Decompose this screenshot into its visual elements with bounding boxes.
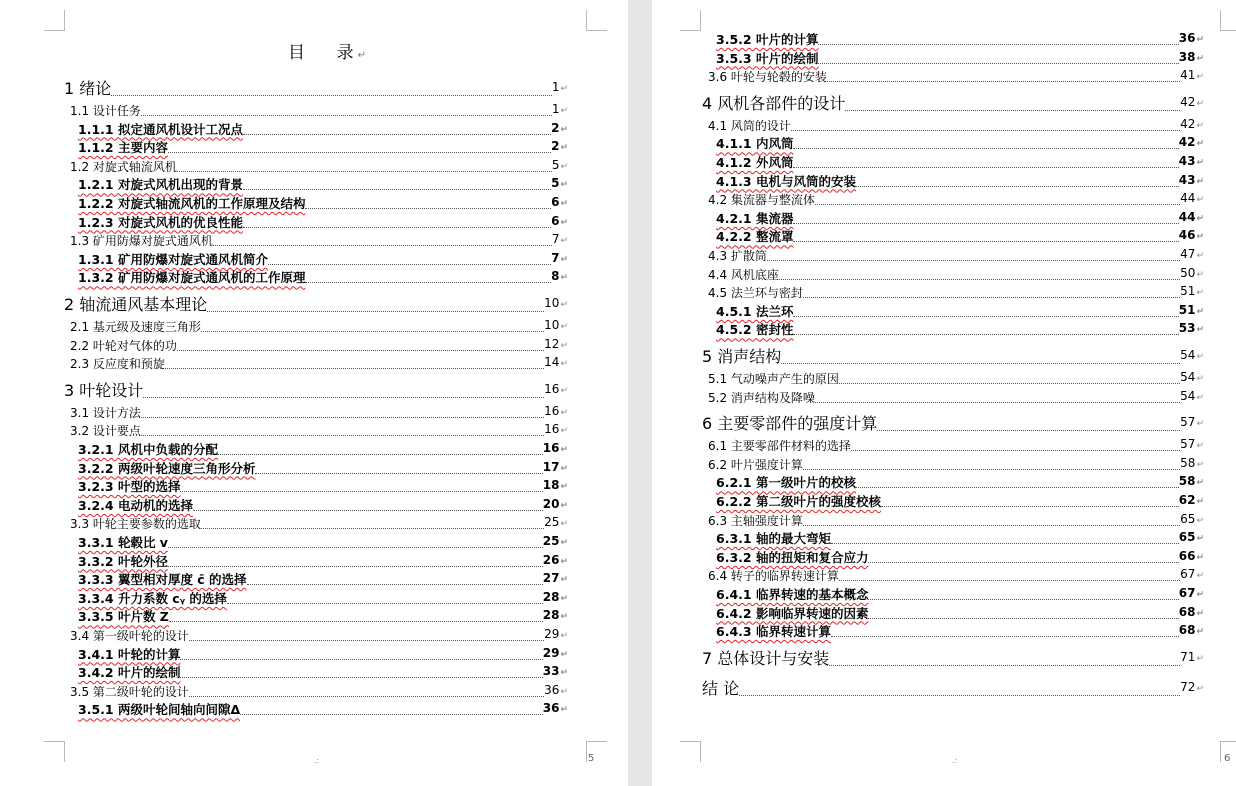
toc-entry[interactable] (708, 370, 1204, 388)
toc-entry-label: 1.1 设计任务 (70, 104, 141, 118)
toc-entry-label: 1.2 对旋式轴流风机 (70, 159, 177, 174)
toc-entry-label: 6.4.2 影响临界转速的因素 (716, 605, 869, 621)
toc-entry[interactable] (708, 247, 1204, 265)
toc-entry-page: 16 ↵ (544, 402, 568, 422)
toc-entry-label: 3.5 第二级叶轮的设计 (70, 684, 189, 699)
toc-entry-page: 36 ↵ (543, 699, 568, 719)
toc-entry-page: 20 ↵ (543, 495, 568, 515)
toc-entry[interactable] (716, 623, 1204, 641)
toc-entry-page: 2 ↵ (551, 119, 568, 139)
toc-leader-dots (829, 664, 1180, 666)
toc-entry[interactable] (708, 191, 1204, 209)
toc-entry-label: 1.2.1 对旋式风机出现的背景 (78, 177, 243, 193)
toc-entry[interactable] (64, 294, 568, 316)
toc-entry-page: 54 ↵ (1180, 387, 1204, 407)
toc-entry-page: 7 ↵ (552, 230, 568, 250)
toc-entry[interactable] (70, 158, 568, 176)
toc-entry-page: 46 ↵ (1179, 226, 1204, 246)
toc-entry-label: 3 叶轮设计 (64, 380, 144, 400)
toc-entry-label: 1.3 矿用防爆对旋式通风机 (70, 234, 213, 249)
toc-entry[interactable] (70, 232, 568, 250)
toc-entry-label: 5 消声结构 (702, 347, 782, 366)
toc-entry-page: 12 ↵ (544, 335, 568, 355)
toc-entry-label: 3.3.4 升力系数 cᵧ 的选择 (78, 590, 227, 606)
toc-entry[interactable] (716, 530, 1204, 548)
toc-entry-label: 6.1 主要零部件材料的选择 (708, 439, 851, 454)
toc-entry-label: 6 主要零部件的强度计算 (702, 414, 878, 434)
toc-entry[interactable] (716, 31, 1204, 49)
toc-leader-dots (193, 509, 543, 511)
toc-entry-label: 4.5.2 密封性 (716, 322, 794, 338)
toc-entry[interactable] (702, 648, 1204, 670)
toc-leader-dots (201, 527, 544, 529)
toc-entry-page: 38 ↵ (1179, 48, 1204, 68)
toc-entry-label: 3.3.2 叶轮外径 (78, 553, 168, 569)
toc-leader-dots (803, 468, 1180, 470)
toc-leader-dots (227, 602, 543, 604)
toc-leader-dots (827, 80, 1180, 82)
toc-entry-page: 6 ↵ (551, 212, 568, 232)
toc-leader-dots (856, 185, 1179, 187)
toc-title: 目 录 ↵ (288, 43, 367, 63)
toc-entry-page: 42 ↵ (1180, 91, 1204, 115)
toc-leader-dots (845, 109, 1180, 111)
toc-entry-label: 4.2.1 集流器 (716, 210, 794, 226)
toc-entry-label: 4 风机各部件的设计 (702, 93, 846, 113)
toc-entry-label: 2.3 反应度和预旋 (70, 357, 165, 372)
toc-leader-dots (815, 401, 1180, 403)
toc-entry-page: 65 ↵ (1179, 528, 1204, 548)
toc-leader-dots (791, 129, 1180, 131)
toc-entry[interactable] (70, 627, 568, 645)
toc-entry-label: 4.5.1 法兰环 (716, 303, 794, 319)
toc-leader-dots (815, 203, 1180, 205)
toc-entry-page: 36 ↵ (1179, 29, 1204, 49)
toc-entry[interactable] (78, 571, 568, 589)
toc-entry[interactable] (716, 173, 1204, 191)
toc-entry-label: 3.2.1 风机中负载的分配 (78, 442, 218, 457)
toc-entry-page: 16 ↵ (544, 420, 568, 440)
toc-entry-page: 27 ↵ (543, 569, 568, 589)
toc-entry-label: 4.3 扩散筒 (708, 249, 767, 263)
toc-leader-dots (141, 434, 544, 436)
toc-entry[interactable] (78, 701, 568, 719)
toc-leader-dots (189, 695, 544, 697)
toc-entry[interactable] (78, 214, 568, 232)
toc-entry-label: 6.3 主轴强度计算 (708, 513, 803, 528)
toc-entry[interactable] (708, 567, 1204, 585)
toc-entry-page: 58 ↵ (1180, 454, 1204, 474)
toc-entry-label: 1.3.1 矿用防爆对旋式通风机简介 (78, 251, 268, 267)
toc-entry-page: 44 ↵ (1180, 189, 1204, 209)
toc-entry[interactable] (78, 139, 568, 157)
toc-entry-page: 57 ↵ (1180, 411, 1204, 435)
toc-entry-label: 3.2.2 两级叶轮速度三角形分析 (78, 460, 256, 476)
toc-entry-label: 6.4 转子的临界转速计算 (708, 569, 839, 584)
toc-leader-dots (803, 296, 1180, 298)
toc-entry-label: 3.2.4 电动机的选择 (78, 497, 193, 513)
toc-entry-label: 1.2.3 对旋式风机的优良性能 (78, 214, 243, 230)
toc-entry-page: 18 ↵ (543, 476, 568, 496)
toc-leader-dots (839, 579, 1180, 581)
toc-entry-page: 51 ↵ (1180, 282, 1204, 302)
toc-entry[interactable] (702, 93, 1204, 115)
toc-entry-label: 1.2.2 对旋式轴流风机的工作原理及结构 (78, 196, 306, 211)
toc-entry[interactable] (78, 497, 568, 515)
toc-entry[interactable] (708, 437, 1204, 455)
toc-leader-dots (177, 349, 544, 351)
page-number: 6 (1224, 753, 1231, 764)
toc-entry[interactable] (708, 117, 1204, 135)
toc-entry-page: 68 ↵ (1179, 621, 1204, 641)
toc-entry[interactable] (716, 321, 1204, 339)
toc-entry-page: 68 ↵ (1179, 603, 1204, 623)
toc-entry[interactable] (716, 50, 1204, 68)
toc-entry-label: 4.2.2 整流罩 (716, 229, 794, 245)
toc-entry-label: 3.6 叶轮与轮毂的安装 (708, 70, 827, 85)
toc-leader-dots (169, 620, 543, 622)
toc-entry[interactable] (716, 303, 1204, 321)
toc-entry-label: 2 轴流通风基本理论 (64, 295, 208, 314)
toc-entry-label: 6.2.1 第一级叶片的校核 (716, 475, 856, 491)
toc-leader-dots (868, 617, 1178, 619)
toc-leader-dots (793, 147, 1178, 149)
toc-entry[interactable] (702, 678, 1204, 700)
toc-leader-dots (255, 472, 542, 474)
document-page-right (652, 0, 1236, 786)
toc-entry-label: 3.2 设计要点 (70, 424, 141, 439)
toc-entry[interactable] (78, 441, 568, 459)
toc-leader-dots (856, 486, 1179, 488)
toc-leader-dots (180, 490, 542, 492)
toc-entry-page: 17 ↵ (543, 458, 568, 478)
toc-entry-label: 4.1.1 内风筒 (716, 136, 794, 152)
toc-leader-dots (180, 658, 542, 660)
toc-entry-label: 3.5.3 叶片的绘制 (716, 50, 819, 66)
toc-entry-page: 14 ↵ (544, 353, 568, 373)
toc-entry[interactable] (716, 210, 1204, 228)
toc-entry[interactable] (708, 456, 1204, 474)
toc-entry-label: 5.2 消声结构及降噪 (708, 390, 815, 405)
toc-leader-dots (268, 263, 551, 265)
toc-leader-dots (839, 382, 1180, 384)
toc-entry-page: 58 ↵ (1179, 472, 1204, 492)
toc-entry-label: 2.2 叶轮对气体的功 (70, 338, 177, 353)
footer-mark: .: (314, 756, 320, 765)
toc-leader-dots (218, 453, 543, 455)
toc-entry[interactable] (78, 460, 568, 478)
toc-entry[interactable] (716, 549, 1204, 567)
toc-entry[interactable] (78, 478, 568, 496)
toc-leader-dots (168, 151, 551, 153)
toc-leader-dots (779, 278, 1180, 280)
toc-leader-dots (767, 259, 1180, 261)
toc-leader-dots (111, 94, 552, 96)
toc-entry-page: 16 ↵ (543, 439, 568, 459)
toc-entry-page: 62 ↵ (1179, 491, 1204, 511)
crop-mark-bottom-left (680, 741, 701, 762)
crop-mark-top-left (680, 10, 701, 31)
toc-leader-dots (818, 62, 1178, 64)
toc-entry-page: 43 ↵ (1179, 152, 1204, 172)
toc-entry-page: 41 ↵ (1180, 66, 1204, 86)
toc-entry-page: 33 ↵ (543, 662, 568, 682)
toc-entry-page: 7 ↵ (551, 249, 568, 269)
toc-entry-page: 36 ↵ (544, 681, 568, 701)
toc-entry-page: 42 ↵ (1179, 133, 1204, 153)
toc-entry-page: 54 ↵ (1180, 368, 1204, 388)
crop-mark-bottom-left (44, 741, 65, 762)
toc-entry-page: 67 ↵ (1179, 584, 1204, 604)
toc-leader-dots (240, 713, 543, 715)
toc-entry-page: 16 ↵ (544, 378, 568, 402)
toc-leader-dots (243, 226, 551, 228)
toc-entry[interactable] (78, 646, 568, 664)
toc-entry[interactable] (70, 422, 568, 440)
toc-leader-dots (877, 429, 1180, 431)
toc-entry-page: 29 ↵ (544, 625, 568, 645)
toc-entry[interactable] (716, 135, 1204, 153)
toc-entry[interactable] (716, 154, 1204, 172)
toc-leader-dots (793, 222, 1178, 224)
toc-entry[interactable] (70, 515, 568, 533)
toc-leader-dots (168, 546, 543, 548)
toc-entry-label: 6.4.1 临界转速的基本概念 (716, 587, 869, 602)
toc-entry[interactable] (78, 590, 568, 608)
toc-entry-page: 28 ↵ (543, 588, 568, 608)
toc-entry-page: 42 ↵ (1180, 115, 1204, 135)
toc-entry-label: 1 绪论 (64, 79, 112, 98)
toc-leader-dots (831, 635, 1179, 637)
toc-entry-label: 4.1.3 电机与风筒的安装 (716, 173, 856, 189)
toc-entry-label: 3.5.1 两级叶轮间轴向间隙Δ (78, 702, 241, 718)
toc-leader-dots (247, 583, 543, 585)
toc-entry[interactable] (78, 176, 568, 194)
toc-entry[interactable] (708, 284, 1204, 302)
toc-entry[interactable] (78, 195, 568, 213)
toc-leader-dots (831, 542, 1179, 544)
toc-entry[interactable] (702, 413, 1204, 435)
toc-entry-label: 6.3.1 轴的最大弯矩 (716, 531, 831, 547)
toc-entry[interactable] (78, 608, 568, 626)
toc-leader-dots (803, 524, 1180, 526)
toc-entry[interactable] (716, 493, 1204, 511)
toc-entry[interactable] (702, 346, 1204, 368)
toc-entry-page: 25 ↵ (544, 513, 568, 533)
toc-entry-page: 10 ↵ (544, 316, 568, 336)
toc-entry[interactable] (78, 534, 568, 552)
toc-entry-page: 43 ↵ (1179, 171, 1204, 191)
toc-entry-page: 29 ↵ (543, 644, 568, 664)
toc-entry-label: 3.5.2 叶片的计算 (716, 32, 819, 47)
toc-entry-page: 71 ↵ (1180, 646, 1204, 670)
toc-entry-label: 4.5 法兰环与密封 (708, 286, 803, 301)
toc-entry[interactable] (78, 251, 568, 269)
toc-entry-label: 3.4.1 叶轮的计算 (78, 646, 181, 662)
toc-entry-page: 44 ↵ (1179, 208, 1204, 228)
toc-leader-dots (781, 362, 1180, 364)
toc-entry[interactable] (78, 553, 568, 571)
toc-entry-page: 67 ↵ (1180, 565, 1204, 585)
toc-leader-dots (818, 43, 1178, 45)
toc-entry[interactable] (708, 389, 1204, 407)
toc-leader-dots (165, 367, 544, 369)
toc-entry-page: 5 ↵ (552, 156, 568, 176)
toc-leader-dots (143, 396, 544, 398)
toc-leader-dots (207, 310, 544, 312)
toc-entry-page: 1 ↵ (552, 76, 568, 100)
toc-entry-page: 25 ↵ (543, 532, 568, 552)
toc-entry[interactable] (716, 586, 1204, 604)
toc-leader-dots (189, 639, 544, 641)
toc-entry-page: 10 ↵ (544, 292, 568, 316)
toc-entry-label: 3.2.3 叶型的选择 (78, 479, 181, 495)
toc-entry[interactable] (64, 78, 568, 100)
toc-leader-dots (201, 330, 544, 332)
toc-leader-dots (177, 170, 552, 172)
page-number: 5 (588, 753, 595, 764)
toc-entry-label: 3.3.1 轮毂比 v (78, 535, 168, 550)
toc-entry-label: 3.4.2 叶片的绘制 (78, 665, 181, 681)
toc-entry[interactable] (78, 121, 568, 139)
toc-leader-dots (168, 565, 543, 567)
toc-entry-page: 5 ↵ (551, 174, 568, 194)
toc-entry-page: 66 ↵ (1179, 547, 1204, 567)
toc-entry-page: 47 ↵ (1180, 245, 1204, 265)
footer-mark: .: (952, 756, 958, 765)
toc-entry-page: 50 ↵ (1180, 264, 1204, 284)
toc-entry[interactable] (708, 266, 1204, 284)
toc-entry-label: 6.2 叶片强度计算 (708, 457, 803, 472)
toc-entry-page: 72 ↵ (1180, 676, 1204, 700)
toc-entry-label: 5.1 气动噪声产生的原因 (708, 372, 839, 386)
crop-mark-top-right (1220, 10, 1236, 31)
toc-entry[interactable] (708, 68, 1204, 86)
toc-leader-dots (739, 694, 1180, 696)
crop-mark-top-right (586, 10, 607, 31)
toc-leader-dots (793, 315, 1178, 317)
toc-entry[interactable] (716, 474, 1204, 492)
toc-entry-page: 65 ↵ (1180, 510, 1204, 530)
toc-entry[interactable] (716, 228, 1204, 246)
toc-leader-dots (881, 505, 1179, 507)
toc-entry-page: 57 ↵ (1180, 435, 1204, 455)
toc-leader-dots (868, 598, 1178, 600)
toc-entry-page: 28 ↵ (543, 606, 568, 626)
toc-entry-label: 2.1 基元级及速度三角形 (70, 320, 201, 334)
toc-leader-dots (243, 188, 551, 190)
toc-entry-label: 1.1.2 主要内容 (78, 140, 168, 156)
toc-entry-page: 51 ↵ (1179, 301, 1204, 321)
toc-entry[interactable] (70, 102, 568, 120)
toc-leader-dots (851, 449, 1180, 451)
toc-entry[interactable] (70, 318, 568, 336)
toc-leader-dots (868, 561, 1178, 563)
toc-entry-label: 6.3.2 轴的扭矩和复合应力 (716, 549, 869, 565)
toc-entry-page: 26 ↵ (543, 551, 568, 571)
toc-entry-label: 6.4.3 临界转速计算 (716, 624, 831, 640)
toc-entry-label: 1.1.1 拟定通风机设计工况点 (78, 121, 243, 137)
toc-entry-label: 4.1.2 外风筒 (716, 155, 794, 170)
toc-entry-page: 8 ↵ (551, 267, 568, 287)
toc-leader-dots (793, 333, 1178, 335)
toc-entry-label: 4.2 集流器与整流体 (708, 193, 815, 208)
toc-entry-label: 4.4 风机底座 (708, 267, 779, 282)
toc-entry-label: 4.1 风筒的设计 (708, 118, 791, 133)
toc-leader-dots (180, 676, 542, 678)
toc-entry[interactable] (64, 380, 568, 402)
toc-entry[interactable] (70, 683, 568, 701)
toc-entry-page: 6 ↵ (551, 193, 568, 213)
toc-leader-dots (793, 240, 1178, 242)
toc-leader-dots (243, 133, 551, 135)
toc-entry[interactable] (78, 664, 568, 682)
crop-mark-top-left (44, 10, 65, 31)
toc-entry[interactable] (716, 605, 1204, 623)
toc-leader-dots (141, 416, 544, 418)
toc-entry-label: 3.1 设计方法 (70, 405, 141, 420)
toc-leader-dots (213, 244, 552, 246)
toc-entry[interactable] (708, 512, 1204, 530)
toc-entry-label: 结 论 (702, 678, 740, 698)
toc-entry[interactable] (70, 337, 568, 355)
toc-entry[interactable] (70, 404, 568, 422)
toc-leader-dots (793, 166, 1178, 168)
toc-entry-label: 3.4 第一级叶轮的设计 (70, 629, 189, 643)
toc-entry-page: 2 ↵ (551, 137, 568, 157)
toc-leader-dots (305, 207, 551, 209)
toc-entry-label: 3.3.5 叶片数 Z (78, 609, 169, 625)
toc-leader-dots (305, 281, 551, 283)
toc-entry-label: 3.3.3 翼型相对厚度 c̄ 的选择 (78, 572, 247, 588)
toc-leader-dots (141, 114, 552, 116)
toc-entry-label: 6.2.2 第二级叶片的强度校核 (716, 494, 881, 509)
toc-entry-page: 53 ↵ (1179, 319, 1204, 339)
toc-entry-label: 7 总体设计与安装 (702, 648, 830, 668)
toc-entry-page: 1 ↵ (552, 100, 568, 120)
page-gutter (628, 0, 652, 786)
toc-entry-page: 54 ↵ (1180, 344, 1204, 368)
toc-entry[interactable] (78, 269, 568, 287)
toc-entry-label: 3.3 叶轮主要参数的选取 (70, 517, 201, 532)
toc-entry-label: 1.3.2 矿用防爆对旋式通风机的工作原理 (78, 270, 306, 286)
toc-entry[interactable] (70, 355, 568, 373)
